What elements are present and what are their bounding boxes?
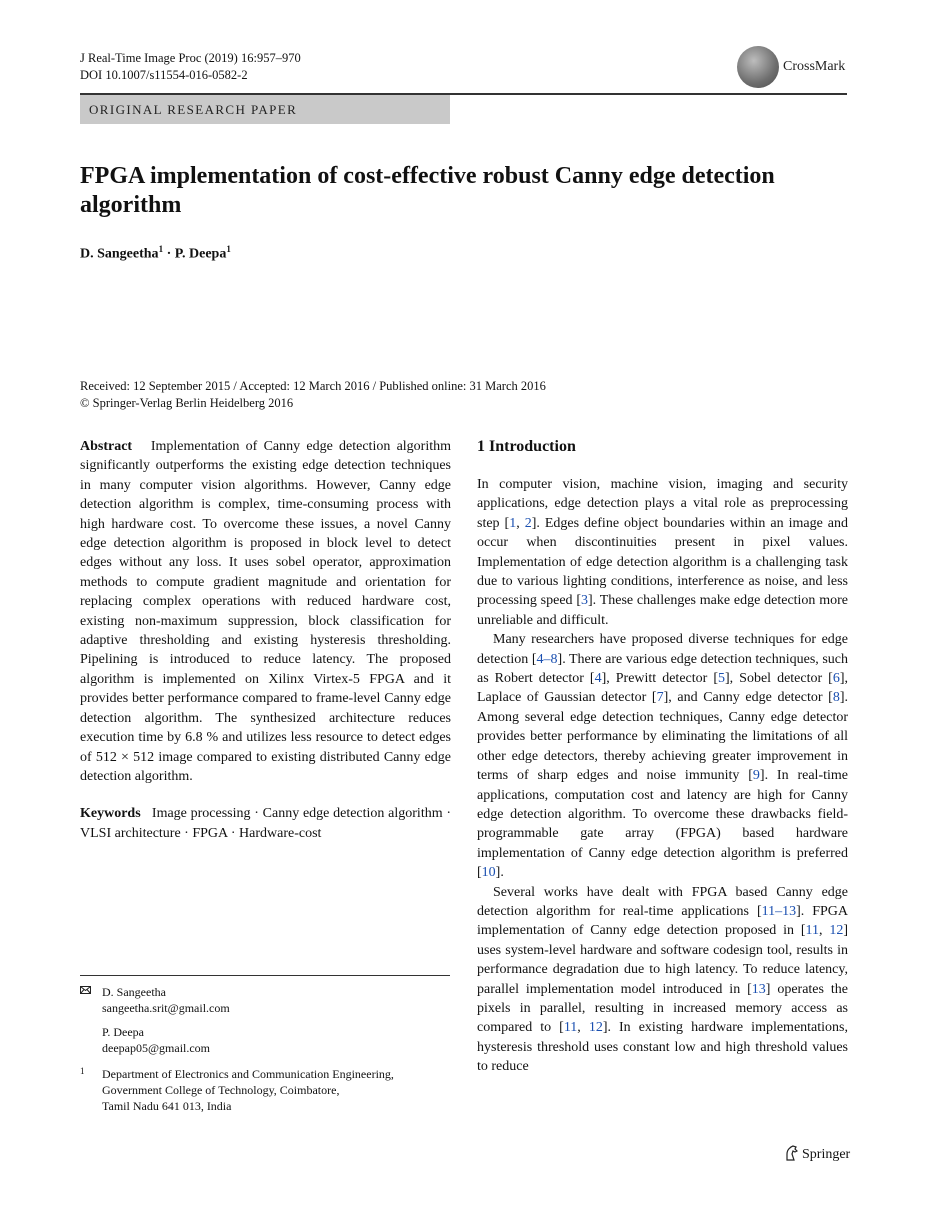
paragraph-text: ], Laplace of Gaussian detector [: [477, 671, 849, 706]
paragraph-text: ]. Edges define object boundaries within an image and occur when discontinuities present in pixel values. Implementation of edge detection algorithm is a challenging task due to various lighting conditions, interference as noise, and less processing speed [: [477, 515, 849, 609]
paragraph-text: ]. In existing hardware implementations, hysteresis threshold uses constant low and high threshold values to reduce: [477, 1020, 848, 1075]
paragraph-text: ]. There are various edge detection techniques, such as Robert detector [: [477, 651, 848, 687]
springer-horse-icon: [784, 1145, 798, 1161]
affiliation-mark: 1: [226, 244, 231, 254]
citation-link[interactable]: 11: [805, 923, 819, 939]
keywords-label: Keywords: [80, 806, 141, 822]
citation-link[interactable]: 9: [752, 768, 760, 784]
left-column: [80, 437, 451, 843]
paragraph-text: ].: [495, 865, 504, 881]
crossmark-icon: [737, 46, 779, 88]
author-name[interactable]: D. Sangeetha: [80, 246, 159, 262]
affiliation-line: Department of Electronics and Communication Engineering,: [102, 1067, 394, 1081]
crossmark-label: CrossMark: [783, 59, 846, 74]
crossmark-badge[interactable]: [737, 46, 855, 90]
author-separator: ·: [166, 246, 172, 262]
paragraph-text: ] uses system-level hardware and software codesign tool, results in performance degradation due to high latency. To reduce latency, parallel implementation model introduced in [: [477, 923, 849, 997]
citation-link[interactable]: 13: [751, 981, 766, 997]
paragraph-text: ], Sobel detector [: [724, 671, 833, 687]
citation-link[interactable]: 10: [481, 865, 496, 881]
author-list: [80, 244, 231, 263]
affiliation-line: Government College of Technology, Coimbatore,: [102, 1083, 340, 1097]
intro-paragraph: [477, 883, 848, 1077]
contact-name: D. Sangeetha: [102, 985, 166, 999]
paragraph-text: ]. In real-time applications, computation cost and latency are high for Canny edge detection algorithm. To overcome these drawbacks field-programmable gate array (FPGA) based hardware implementation of Canny edge detection algorithm is preferred [: [477, 768, 848, 881]
citation-link[interactable]: 4: [594, 671, 602, 687]
abstract-text: Implementation of Canny edge detection algorithm significantly outperforms the existing edge detection techniques in many computer vision algorithms. However, Canny edge detection algorithm is complex, time-consuming process with high hardware cost. To overcome these issues, a novel Canny edge detection algorithm is proposed in block level to detect edges without any loss. It uses sobel operator, approximation methods to compute gradient magnitude and orientation for replacing complex operations with reduced hardware cost, existing non-maximum suppression, block classification for adaptive thresholding and existing hysteresis thresholding. Pipelining is introduced to reduce latency. The proposed algorithm is implemented on Xilinx Virtex-5 FPGA and it provides better performance compared to frame-level Canny edge detection algorithm. The synthesized architecture reduces execution time by 6.8 % and utilizes less resource to detect edges of 512 × 512 image compared to existing distributed Canny edge detection algorithm.: [80, 439, 452, 784]
affiliation-line: Tamil Nadu 641 013, India: [102, 1099, 232, 1113]
contact-email[interactable]: sangeetha.srit@gmail.com: [102, 1001, 230, 1015]
paragraph-text: ]. Among several edge detection techniques, Canny edge detector provides better performance by eliminating the limitations of all other edge detectors, thereby achieving greater improvement in terms of sharp edges and noise immunity [: [477, 690, 848, 784]
paragraph-text: Several works have dealt with FPGA based Canny edge detection algorithm for real-time applications [: [477, 884, 848, 919]
paragraph-text: ,: [819, 923, 830, 939]
intro-paragraph: [477, 630, 848, 882]
citation-link[interactable]: 1: [509, 515, 517, 531]
citation-link[interactable]: 12: [588, 1020, 603, 1036]
contact-name: P. Deepa: [102, 1025, 144, 1039]
citation-link[interactable]: 8: [832, 690, 840, 706]
affiliation-mark: 1: [158, 244, 164, 254]
abstract: [80, 437, 451, 786]
paragraph-text: Many researchers have proposed diverse techniques for edge detection [: [477, 632, 848, 667]
envelope-icon: [80, 986, 91, 994]
journal-citation: J Real-Time Image Proc (2019) 16:957–970: [80, 51, 301, 65]
publication-dates: [80, 378, 546, 412]
author-name[interactable]: P. Deepa: [174, 246, 227, 262]
publisher-logo: [784, 1145, 850, 1163]
paragraph-text: ,: [516, 515, 525, 531]
copyright-line: © Springer-Verlag Berlin Heidelberg 2016: [80, 396, 294, 410]
paragraph-text: In computer vision, machine vision, imaging and security applications, edge detection plays a vital role as preprocessing step [: [477, 477, 848, 531]
publisher-name: Springer: [802, 1147, 851, 1162]
affiliation: [80, 1066, 450, 1114]
keywords: [80, 804, 451, 843]
doi[interactable]: DOI 10.1007/s11554-016-0582-2: [80, 68, 248, 82]
citation-link[interactable]: 3: [581, 593, 588, 609]
paragraph-text: ] operates the pixels in parallel, resulting in increased memory access as compared to [: [477, 981, 848, 1036]
dates-line: Received: 12 September 2015 / Accepted: 12 March 2016 / Published online: 31 March 2016: [80, 379, 546, 393]
citation-link[interactable]: 11: [563, 1020, 578, 1036]
intro-paragraph: [477, 475, 848, 630]
paragraph-text: ,: [577, 1020, 589, 1036]
contact-email[interactable]: deepap05@gmail.com: [102, 1041, 211, 1055]
contact-entry: [80, 984, 450, 1056]
journal-header: [80, 50, 301, 84]
paper-title: FPGA implementation of cost-effective robust Canny edge detection algorithm: [80, 163, 775, 218]
right-column: [477, 437, 848, 1077]
paragraph-text: ], Prewitt detector [: [601, 671, 718, 687]
section-banner: ORIGINAL RESEARCH PAPER: [80, 95, 450, 124]
abstract-label: Abstract: [80, 439, 133, 454]
citation-link[interactable]: 2: [524, 515, 532, 531]
corresponding-info: [80, 984, 450, 1114]
citation-link[interactable]: 12: [829, 923, 844, 939]
citation-link[interactable]: 5: [717, 671, 725, 687]
citation-link[interactable]: 6: [832, 671, 840, 687]
citation-link[interactable]: 4–8: [536, 651, 558, 667]
paragraph-text: ], and Canny edge detector [: [663, 690, 833, 706]
section-heading: 1 Introduction: [477, 438, 576, 455]
paragraph-text: ]. These challenges make edge detection more unreliable and difficult.: [477, 593, 848, 628]
footnote-rule: [80, 975, 450, 976]
paragraph-text: ]. FPGA implementation of Canny edge detection proposed in [: [477, 903, 848, 939]
affiliation-number: 1: [80, 1066, 85, 1076]
keywords-text: Image processing · Canny edge detection algorithm · VLSI architecture · FPGA · Hardware-cost: [80, 806, 452, 841]
citation-link[interactable]: 7: [656, 690, 664, 706]
citation-link[interactable]: 11–13: [761, 903, 797, 919]
